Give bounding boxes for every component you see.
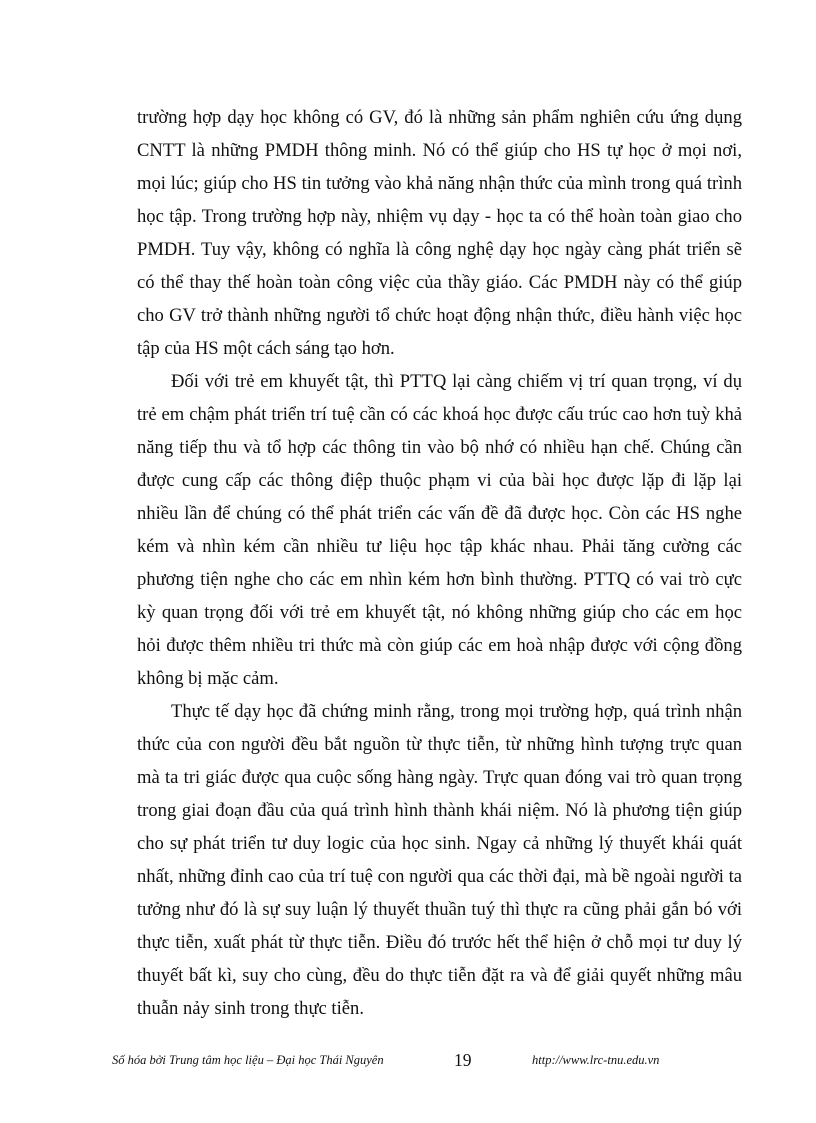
- footer-source: Số hóa bởi Trung tâm học liệu – Đại học Thái Nguyên: [112, 1053, 384, 1067]
- paragraph-2: Đối với trẻ em khuyết tật, thì PTTQ lại càng chiếm vị trí quan trọng, ví dụ trẻ em chậm phát triển trí tuệ cần có các khoá học được cấu trúc cao hơn tuỳ khả năng tiếp thu và tổ hợp các thông tin vào bộ nhớ có nhiều hạn chế. Chúng cần được cung cấp các thông điệp thuộc phạm vi của bài học được lặp đi lặp lại nhiều lần để chúng có thể phát triển các vấn đề đã được học. Còn các HS nghe kém và nhìn kém cần nhiều tư liệu học tập khác nhau. Phải tăng cường các phương tiện nghe cho các em nhìn kém hơn bình thường. PTTQ có vai trò cực kỳ quan trọng đối với trẻ em khuyết tật, nó không những giúp cho các em học hỏi được thêm nhiều tri thức mà còn giúp các em hoà nhập được với cộng đồng không bị mặc cảm.: [137, 371, 742, 689]
- paragraph-3: Thực tế dạy học đã chứng minh rằng, trong mọi trường hợp, quá trình nhận thức của con người đều bắt nguồn từ thực tiễn, từ những hình tượng trực quan mà ta tri giác được qua cuộc sống hàng ngày. Trực quan đóng vai trò quan trọng trong giai đoạn đầu của quá trình hình thành khái niệm. Nó là phương tiện giúp cho sự phát triển tư duy logic của học sinh. Ngay cả những lý thuyết khái quát nhất, những đỉnh cao của trí tuệ con người qua các thời đại, mà bề ngoài người ta tưởng như đó là sự suy luận lý thuyết thuần tuý thì thực ra cũng phải gắn bó với thực tiễn, xuất phát từ thực tiễn. Điều đó trước hết thể hiện ở chỗ mọi tư duy lý thuyết bất kì, suy cho cùng, đều do thực tiễn đặt ra và để giải quyết những mâu thuẫn nảy sinh trong thực tiễn.: [137, 701, 742, 1019]
- footer-url[interactable]: http://www.lrc-tnu.edu.vn: [532, 1053, 660, 1067]
- page-number: 19: [454, 1050, 472, 1070]
- page-footer: [112, 1050, 732, 1074]
- paragraph-1: trường hợp dạy học không có GV, đó là những sản phẩm nghiên cứu ứng dụng CNTT là những PMDH thông minh. Nó có thể giúp cho HS tự học ở mọi nơi, mọi lúc; giúp cho HS tin tưởng vào khả năng nhận thức của mình trong quá trình học tập. Trong trường hợp này, nhiệm vụ dạy - học ta có thể hoàn toàn giao cho PMDH. Tuy vậy, không có nghĩa là công nghệ dạy học ngày càng phát triển sẽ có thể thay thế hoàn toàn công việc của thầy giáo. Các PMDH này có thể giúp cho GV trở thành những người tổ chức hoạt động nhận thức, điều hành việc học tập của HS một cách sáng tạo hơn.: [137, 107, 742, 359]
- body-text: [137, 101, 742, 1025]
